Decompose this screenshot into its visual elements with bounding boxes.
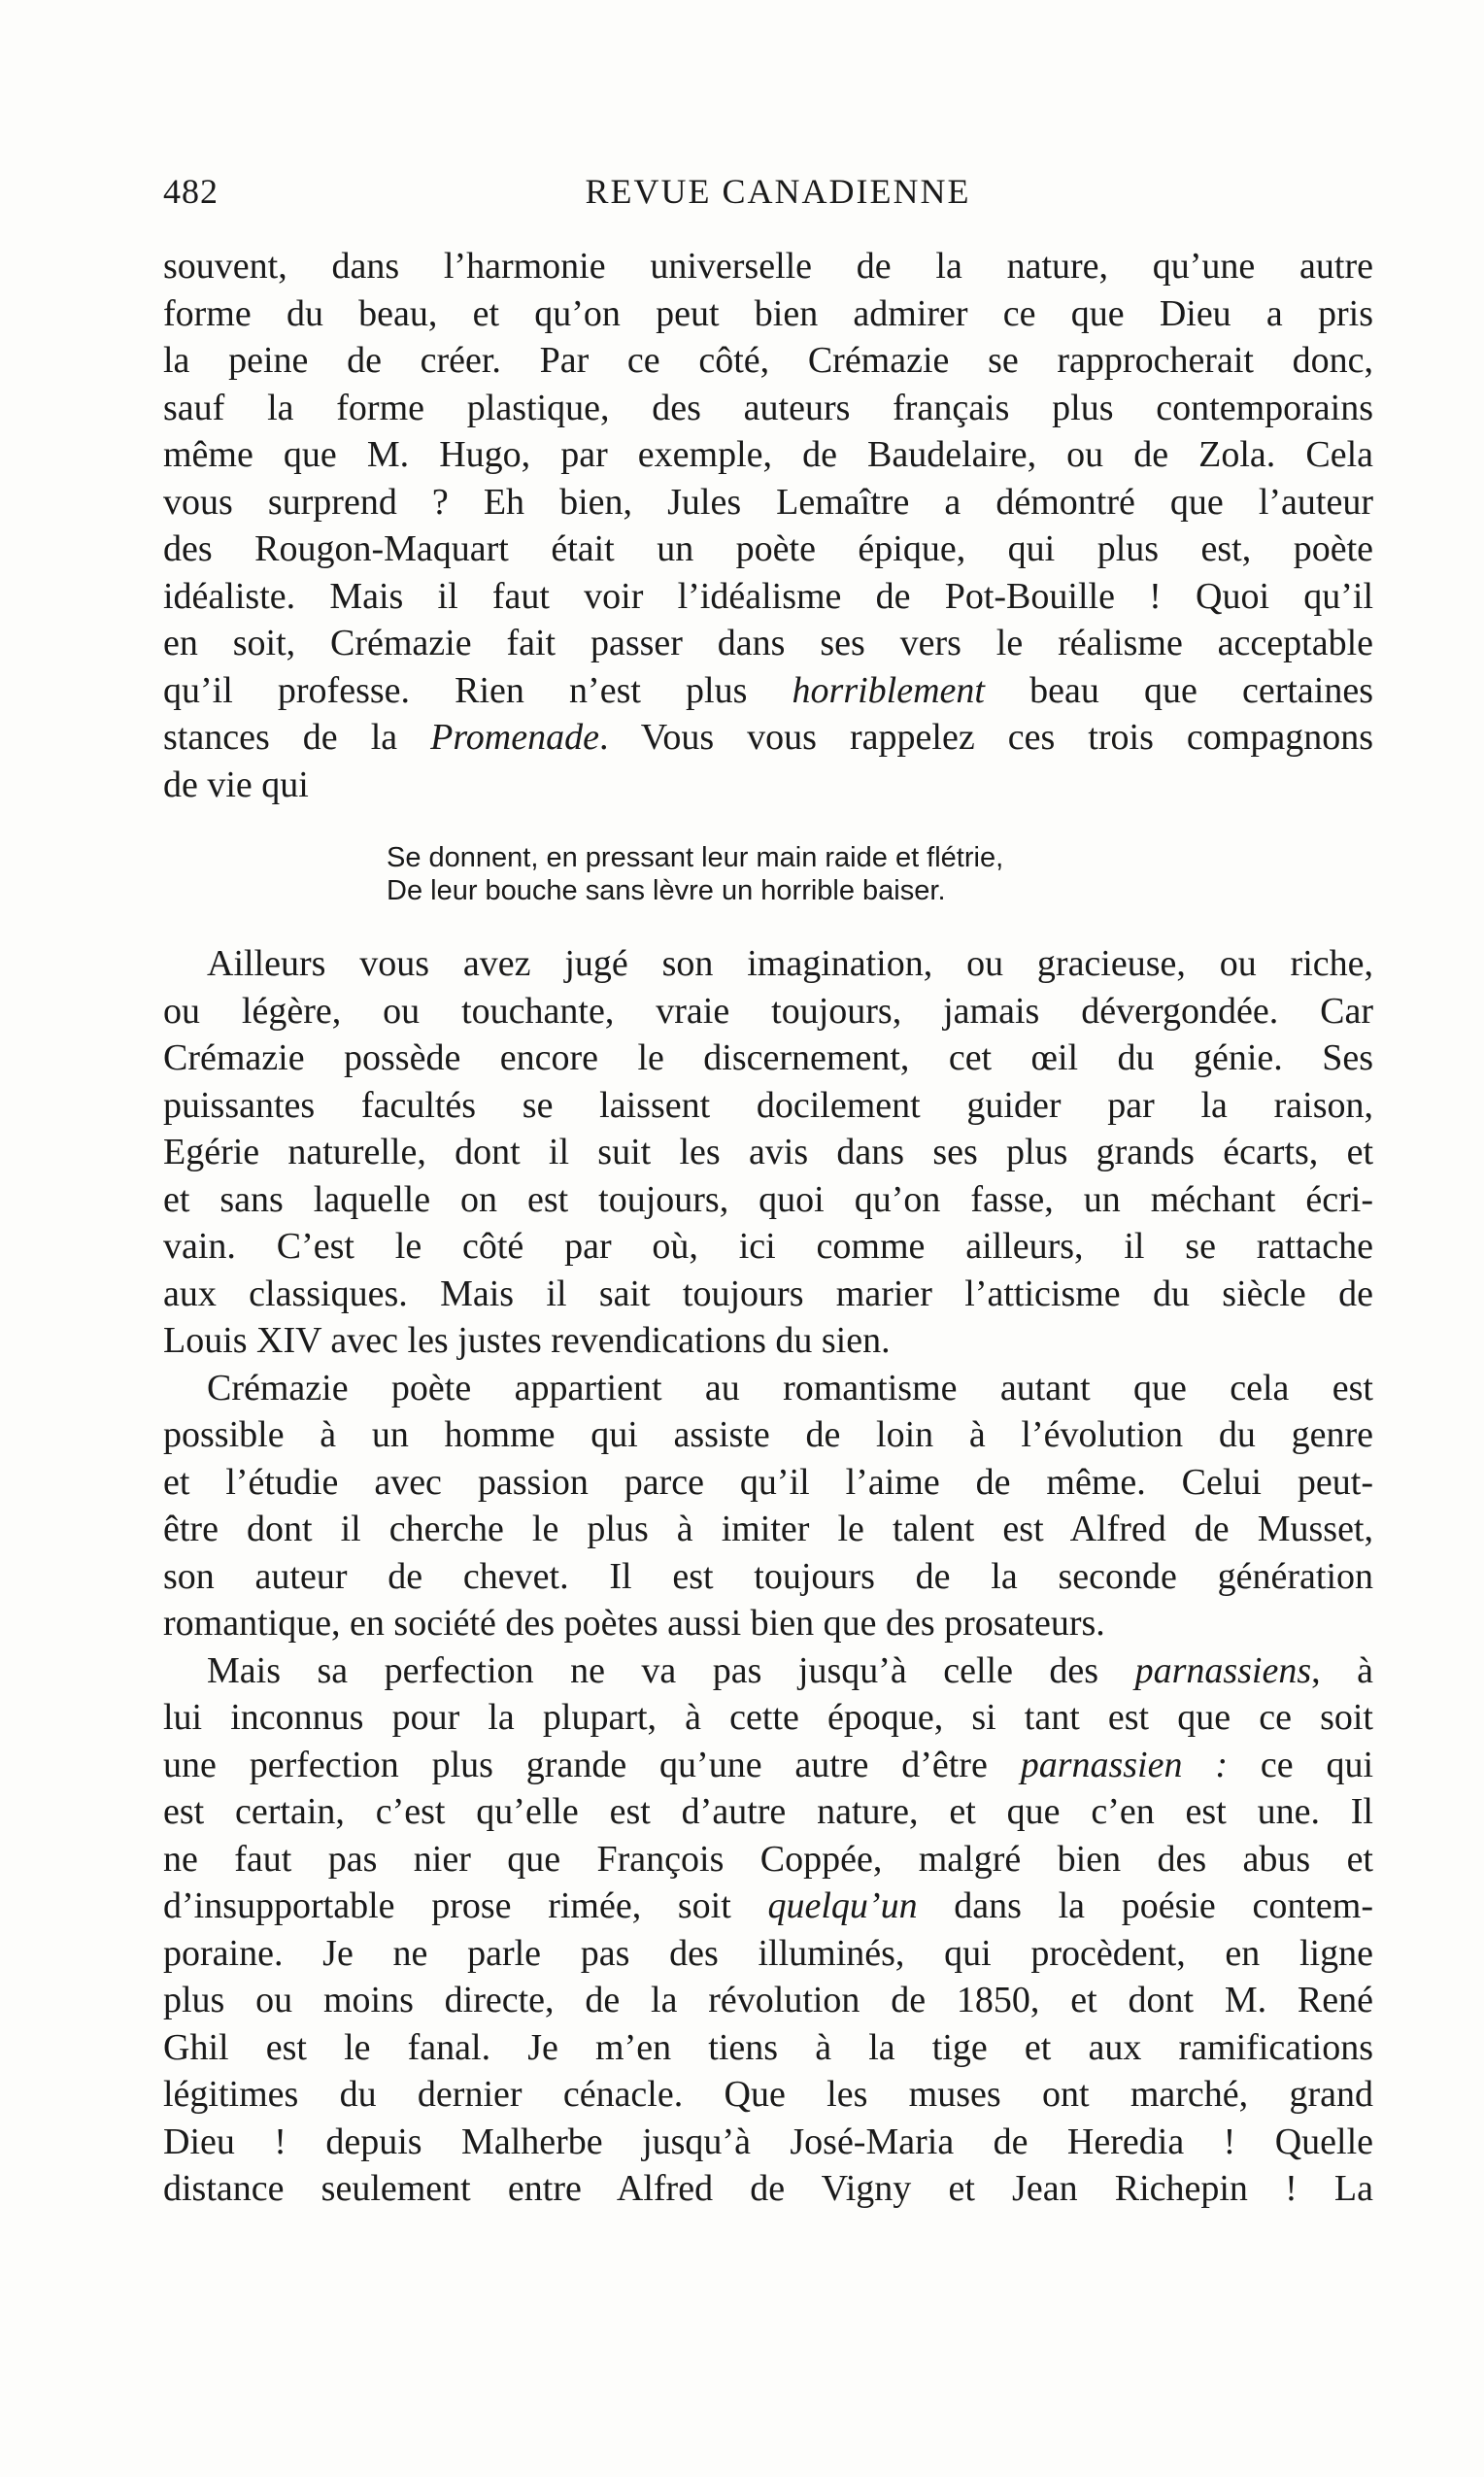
italic-text: parnassien : <box>1020 1744 1228 1785</box>
text-line: ou légère, ou touchante, vraie toujours, jamais dévergondée. Car <box>163 990 1373 1032</box>
text-line: aux classiques. Mais il sait toujours marier l’atticisme du siècle de <box>163 1272 1373 1314</box>
text-line: ne faut pas nier que François Coppée, malgré bien des abus et <box>163 1838 1373 1880</box>
text-segment: ce qui <box>1228 1744 1374 1785</box>
text-line: plus ou moins directe, de la révolution de 1850, et dont M. René <box>163 1980 1373 2020</box>
text-line <box>163 1647 1373 1695</box>
text-segment: stances de la <box>163 717 431 758</box>
text-line: Ghil est le fanal. Je m’en tiens à la tige et aux ramifications <box>163 2026 1373 2068</box>
text-line <box>163 1742 1373 1789</box>
text-line: Crémazie possède encore le discernement, cet œil du génie. Ses <box>163 1037 1373 1078</box>
text-line: Egérie naturelle, dont il suit les avis dans ses plus grands écarts, et <box>163 1132 1373 1172</box>
text-line: en soit, Crémazie fait passer dans ses vers le réalisme acceptable <box>163 623 1373 663</box>
text-line: Louis XIV avec les justes revendications du sien. <box>163 1320 891 1361</box>
paragraph-1 <box>163 243 1373 808</box>
text-line: sauf la forme plastique, des auteurs français plus contemporains <box>163 387 1373 428</box>
italic-text: Promenade <box>430 717 599 758</box>
italic-text: horriblement <box>792 669 985 711</box>
text-line: poraine. Je ne parle pas des illuminés, qui procèdent, en ligne <box>163 1932 1373 1974</box>
text-line: Ailleurs vous avez jugé son imagination, ou gracieuse, ou riche, <box>207 943 1373 984</box>
text-line: Crémazie poète appartient au romantisme autant que cela est <box>207 1367 1373 1408</box>
text-segment: qu’il professe. Rien n’est plus <box>163 669 793 711</box>
text-line: la peine de créer. Par ce côté, Crémazie se rapprocherait donc, <box>163 340 1373 381</box>
text-segment: beau que certaines <box>984 669 1374 711</box>
text-line: forme du beau, et qu’on peut bien admirer ce que Dieu a pris <box>163 292 1373 334</box>
text-segment: d’insupportable prose rimée, soit <box>163 1885 768 1926</box>
text-line: lui inconnus pour la plupart, à cette époque, si tant est que ce soit <box>163 1697 1373 1738</box>
text-line <box>163 667 1373 715</box>
text-line: idéaliste. Mais il faut voir l’idéalisme de Pot-Bouille ! Quoi qu’il <box>163 575 1373 617</box>
paragraph-2 <box>163 940 1373 1365</box>
text-line: être dont il cherche le plus à imiter le talent est Alfred de Musset, <box>163 1509 1373 1549</box>
text-line: distance seulement entre Alfred de Vigny et Jean Richepin ! La <box>163 2168 1373 2209</box>
verse-line: Se donnent, en pressant leur main raide et flétrie, <box>387 842 1004 873</box>
text-line: des Rougon-Maquart était un poète épique, qui plus est, poète <box>163 528 1373 569</box>
page-header <box>163 171 1373 218</box>
text-segment: dans la poésie contem- <box>917 1885 1373 1926</box>
text-line: son auteur de chevet. Il est toujours de la seconde génération <box>163 1555 1373 1597</box>
text-line: de vie qui <box>163 763 309 805</box>
text-line <box>163 1883 1373 1930</box>
text-line: souvent, dans l’harmonie universelle de la nature, qu’une autre <box>163 246 1373 287</box>
body-text <box>163 243 1373 2213</box>
text-line: légitimes du dernier cénacle. Que les muses ont marché, grand <box>163 2074 1373 2115</box>
text-line: puissantes facultés se laissent docilement guider par la raison, <box>163 1084 1373 1126</box>
text-line: romantique, en société des poètes aussi bien que des prosateurs. <box>163 1603 1105 1644</box>
text-segment: une perfection plus grande qu’une autre d’être <box>163 1744 1021 1785</box>
verse-line: De leur bouche sans lèvre un horrible baiser. <box>387 875 946 906</box>
page-number: 482 <box>163 172 219 211</box>
italic-text: quelqu’un <box>767 1885 918 1926</box>
text-line: vain. C’est le côté par où, ici comme ailleurs, il se rattache <box>163 1226 1373 1267</box>
text-line: vous surprend ? Eh bien, Jules Lemaître a démontré que l’auteur <box>163 481 1373 523</box>
text-segment: Mais sa perfection ne va pas jusqu’à celle des <box>207 1649 1135 1691</box>
text-line: même que M. Hugo, par exemple, de Baudelaire, ou de Zola. Cela <box>163 434 1373 475</box>
verse-quotation <box>387 841 1373 907</box>
text-line: est certain, c’est qu’elle est d’autre nature, et que c’en est une. Il <box>163 1791 1373 1832</box>
text-line: et l’étudie avec passion parce qu’il l’aime de même. Celui peut- <box>163 1461 1373 1503</box>
text-line: Dieu ! depuis Malherbe jusqu’à José-Maria de Heredia ! Quelle <box>163 2121 1373 2162</box>
text-segment: , à <box>1311 1649 1373 1691</box>
paragraph-4 <box>163 1647 1373 2213</box>
paragraph-3 <box>163 1365 1373 1647</box>
italic-text: parnassiens <box>1134 1649 1312 1691</box>
text-line: et sans laquelle on est toujours, quoi qu’on fasse, un méchant écri- <box>163 1178 1373 1220</box>
running-title: REVUE CANADIENNE <box>585 172 971 211</box>
text-line: possible à un homme qui assiste de loin à l’évolution du genre <box>163 1414 1373 1455</box>
text-line <box>163 714 1373 762</box>
text-segment: . Vous vous rappelez ces trois compagnons <box>598 717 1373 758</box>
